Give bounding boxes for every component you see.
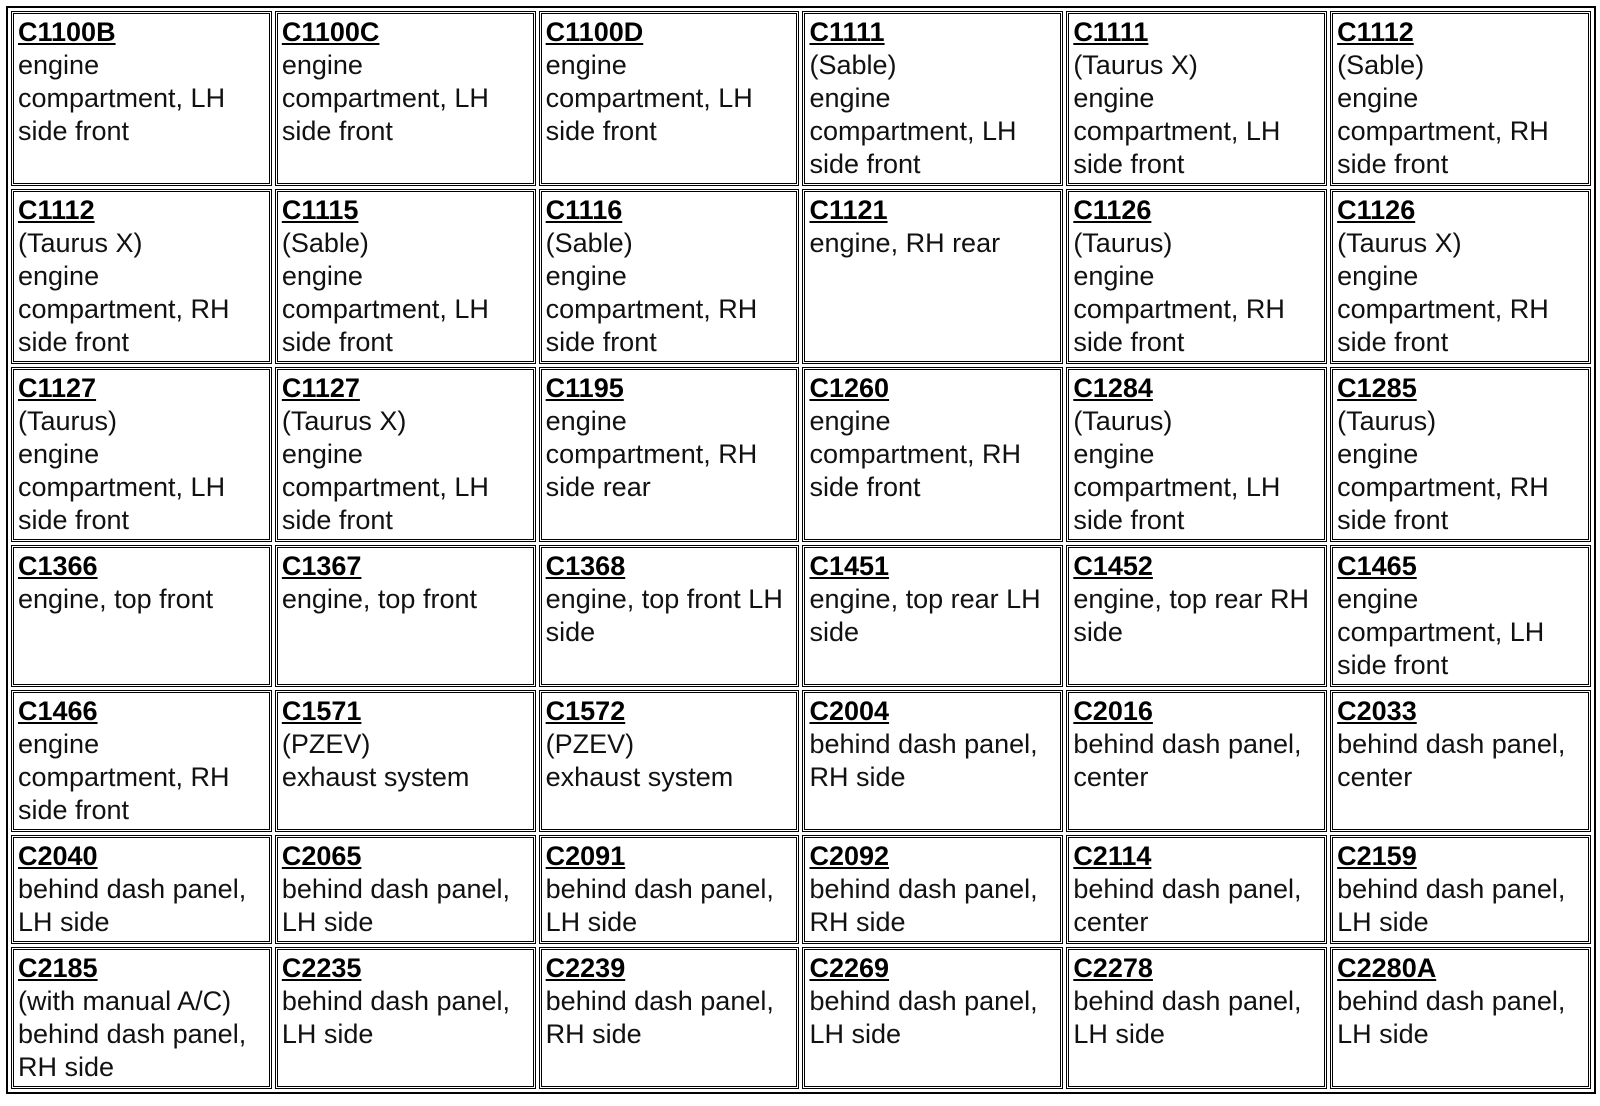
connector-cell	[1066, 545, 1327, 687]
connector-code-link[interactable]: C2040	[18, 841, 98, 871]
connector-variant-text: (Taurus)	[1073, 228, 1173, 258]
connector-code-link[interactable]: C1116	[545, 195, 623, 225]
connector-location-text: engine, top rear LH side	[809, 584, 1041, 647]
connector-location-text: behind dash panel, LH side	[281, 986, 511, 1049]
connector-code-link[interactable]: C1100C	[281, 17, 380, 47]
connector-code-link[interactable]: C2004	[809, 696, 890, 726]
connector-cell	[275, 11, 536, 186]
connector-cell	[1330, 11, 1591, 186]
connector-code-link[interactable]: C1126	[1337, 195, 1416, 225]
connector-code-link[interactable]: C2280A	[1337, 953, 1437, 983]
connector-location-text: behind dash panel, LH side	[545, 874, 774, 937]
connector-code-link[interactable]: C1260	[809, 373, 890, 403]
connector-location-text: engine compartment, LH side front	[281, 439, 489, 535]
connector-variant-text: (Sable)	[281, 228, 369, 258]
connector-location-text: engine compartment, LH side front	[1073, 439, 1281, 535]
connector-location-text: engine compartment, RH side front	[545, 261, 758, 357]
connector-cell	[1066, 947, 1327, 1089]
connector-cell	[11, 189, 272, 364]
connector-variant-text: (Taurus)	[18, 406, 118, 436]
connector-code-link[interactable]: C1572	[545, 696, 626, 726]
connector-cell	[275, 189, 536, 364]
connector-cell	[11, 367, 272, 542]
connector-cell	[539, 545, 800, 687]
connector-code-link[interactable]: C1126	[1073, 195, 1152, 225]
connector-cell	[1330, 545, 1591, 687]
connector-code-link[interactable]: C1127	[281, 373, 360, 403]
connector-code-link[interactable]: C1451	[809, 551, 890, 581]
connector-cell	[275, 947, 536, 1089]
connector-cell	[539, 367, 800, 542]
connector-location-text: engine compartment, LH side front	[545, 50, 753, 146]
connector-variant-text: (Taurus X)	[1337, 228, 1462, 258]
connector-variant-text: (Taurus)	[1337, 406, 1437, 436]
connector-cell	[1066, 189, 1327, 364]
connector-code-link[interactable]: C2269	[809, 953, 890, 983]
connector-location-text: engine, top front LH side	[545, 584, 783, 647]
connector-location-text: engine, top rear RH side	[1073, 584, 1309, 647]
connector-code-link[interactable]: C1285	[1337, 373, 1417, 403]
connector-table-body	[11, 11, 1591, 1089]
connector-location-text: behind dash panel, RH side	[809, 729, 1038, 792]
connector-code-link[interactable]: C2235	[281, 953, 362, 983]
connector-cell	[802, 11, 1063, 186]
connector-location-text: engine, top front	[18, 584, 214, 614]
connector-cell	[1330, 947, 1591, 1089]
connector-location-text: engine compartment, LH side front	[281, 50, 489, 146]
connector-location-text: engine compartment, LH side front	[1073, 83, 1281, 179]
connector-location-text: behind dash panel, LH side	[18, 874, 247, 937]
connector-cell	[1330, 835, 1591, 944]
connector-location-text: behind dash panel, LH side	[809, 986, 1038, 1049]
connector-cell	[1066, 367, 1327, 542]
connector-location-text: engine compartment, LH side front	[18, 50, 226, 146]
connector-code-link[interactable]: C2091	[545, 841, 626, 871]
connector-cell	[539, 947, 800, 1089]
connector-code-link[interactable]: C1367	[281, 551, 362, 581]
table-row	[11, 11, 1591, 186]
connector-cell	[1330, 690, 1591, 832]
table-row	[11, 189, 1591, 364]
table-row	[11, 545, 1591, 687]
connector-location-text: engine compartment, LH side front	[809, 83, 1017, 179]
connector-code-link[interactable]: C1115	[281, 195, 359, 225]
connector-cell	[1066, 835, 1327, 944]
connector-cell	[802, 835, 1063, 944]
connector-location-text: engine compartment, RH side front	[1337, 83, 1549, 179]
connector-cell	[275, 367, 536, 542]
connector-code-link[interactable]: C1571	[281, 696, 362, 726]
connector-code-link[interactable]: C1112	[18, 195, 95, 225]
table-row	[11, 947, 1591, 1089]
connector-location-text: behind dash panel, RH side	[545, 986, 774, 1049]
connector-cell	[802, 545, 1063, 687]
connector-cell	[11, 545, 272, 687]
connector-cell	[539, 11, 800, 186]
connector-cell	[1330, 367, 1591, 542]
connector-location-text: behind dash panel, RH side	[18, 1019, 247, 1082]
connector-variant-text: (PZEV)	[545, 729, 635, 759]
connector-code-link[interactable]: C1121	[809, 195, 888, 225]
table-row	[11, 835, 1591, 944]
connector-location-text: exhaust system	[281, 762, 470, 792]
connector-location-table	[6, 6, 1596, 1094]
connector-code-link[interactable]: C2278	[1073, 953, 1153, 983]
connector-location-text: engine compartment, RH side front	[18, 261, 230, 357]
connector-code-link[interactable]: C1284	[1073, 373, 1153, 403]
connector-cell	[539, 189, 800, 364]
connector-location-text: engine, top front	[281, 584, 477, 614]
connector-code-link[interactable]: C1100B	[18, 17, 116, 47]
connector-code-link[interactable]: C2033	[1337, 696, 1417, 726]
connector-cell	[275, 835, 536, 944]
connector-location-text: behind dash panel, LH side	[281, 874, 511, 937]
connector-code-link[interactable]: C1111	[1073, 17, 1149, 47]
connector-cell	[802, 367, 1063, 542]
connector-variant-text: (Taurus X)	[1073, 50, 1198, 80]
connector-cell	[11, 835, 272, 944]
connector-location-text: engine compartment, RH side front	[18, 729, 230, 825]
connector-code-link[interactable]: C2065	[281, 841, 362, 871]
connector-code-link[interactable]: C1368	[545, 551, 626, 581]
connector-code-link[interactable]: C2114	[1073, 841, 1152, 871]
connector-location-text: behind dash panel, LH side	[1337, 874, 1566, 937]
connector-cell	[802, 690, 1063, 832]
connector-location-text: engine compartment, LH side front	[18, 439, 226, 535]
connector-cell	[275, 690, 536, 832]
connector-variant-text: (with manual A/C)	[18, 986, 232, 1016]
connector-location-text: engine compartment, LH side front	[1337, 584, 1545, 680]
connector-code-link[interactable]: C1100D	[545, 17, 644, 47]
connector-location-text: engine, RH rear	[809, 228, 1001, 258]
connector-cell	[539, 690, 800, 832]
connector-code-link[interactable]: C2185	[18, 953, 98, 983]
connector-cell	[1066, 11, 1327, 186]
connector-cell	[1330, 189, 1591, 364]
connector-location-text: engine compartment, RH side rear	[545, 406, 758, 502]
connector-location-text: behind dash panel, LH side	[1073, 986, 1302, 1049]
connector-code-link[interactable]: C1452	[1073, 551, 1153, 581]
connector-location-text: engine compartment, RH side front	[809, 406, 1022, 502]
connector-code-link[interactable]: C1127	[18, 373, 97, 403]
connector-cell	[11, 690, 272, 832]
connector-variant-text: (Sable)	[545, 228, 633, 258]
connector-location-text: engine compartment, RH side front	[1073, 261, 1285, 357]
table-row	[11, 690, 1591, 832]
connector-cell	[1066, 690, 1327, 832]
connector-cell	[539, 835, 800, 944]
table-row	[11, 367, 1591, 542]
connector-variant-text: (Sable)	[809, 50, 897, 80]
connector-location-text: behind dash panel, center	[1073, 729, 1302, 792]
connector-code-link[interactable]: C2092	[809, 841, 890, 871]
connector-code-link[interactable]: C2239	[545, 953, 626, 983]
connector-location-text: behind dash panel, center	[1073, 874, 1302, 937]
connector-code-link[interactable]: C1465	[1337, 551, 1417, 581]
connector-cell	[275, 545, 536, 687]
connector-location-text: engine compartment, RH side front	[1337, 261, 1549, 357]
connector-location-text: engine compartment, LH side front	[281, 261, 489, 357]
connector-location-text: engine compartment, RH side front	[1337, 439, 1549, 535]
connector-variant-text: (Sable)	[1337, 50, 1425, 80]
connector-variant-text: (PZEV)	[281, 729, 371, 759]
connector-code-link[interactable]: C1366	[18, 551, 98, 581]
connector-variant-text: (Taurus)	[1073, 406, 1173, 436]
connector-code-link[interactable]: C1195	[545, 373, 624, 403]
connector-location-text: behind dash panel, center	[1337, 729, 1566, 792]
connector-cell	[802, 189, 1063, 364]
connector-code-link[interactable]: C2159	[1337, 841, 1417, 871]
connector-code-link[interactable]: C2016	[1073, 696, 1153, 726]
connector-cell	[11, 11, 272, 186]
connector-cell	[802, 947, 1063, 1089]
connector-code-link[interactable]: C1466	[18, 696, 98, 726]
connector-location-text: behind dash panel, RH side	[809, 874, 1038, 937]
connector-code-link[interactable]: C1112	[1337, 17, 1414, 47]
connector-location-text: exhaust system	[545, 762, 734, 792]
connector-variant-text: (Taurus X)	[18, 228, 143, 258]
connector-location-text: behind dash panel, LH side	[1337, 986, 1566, 1049]
connector-cell	[11, 947, 272, 1089]
connector-variant-text: (Taurus X)	[281, 406, 407, 436]
connector-code-link[interactable]: C1111	[809, 17, 885, 47]
